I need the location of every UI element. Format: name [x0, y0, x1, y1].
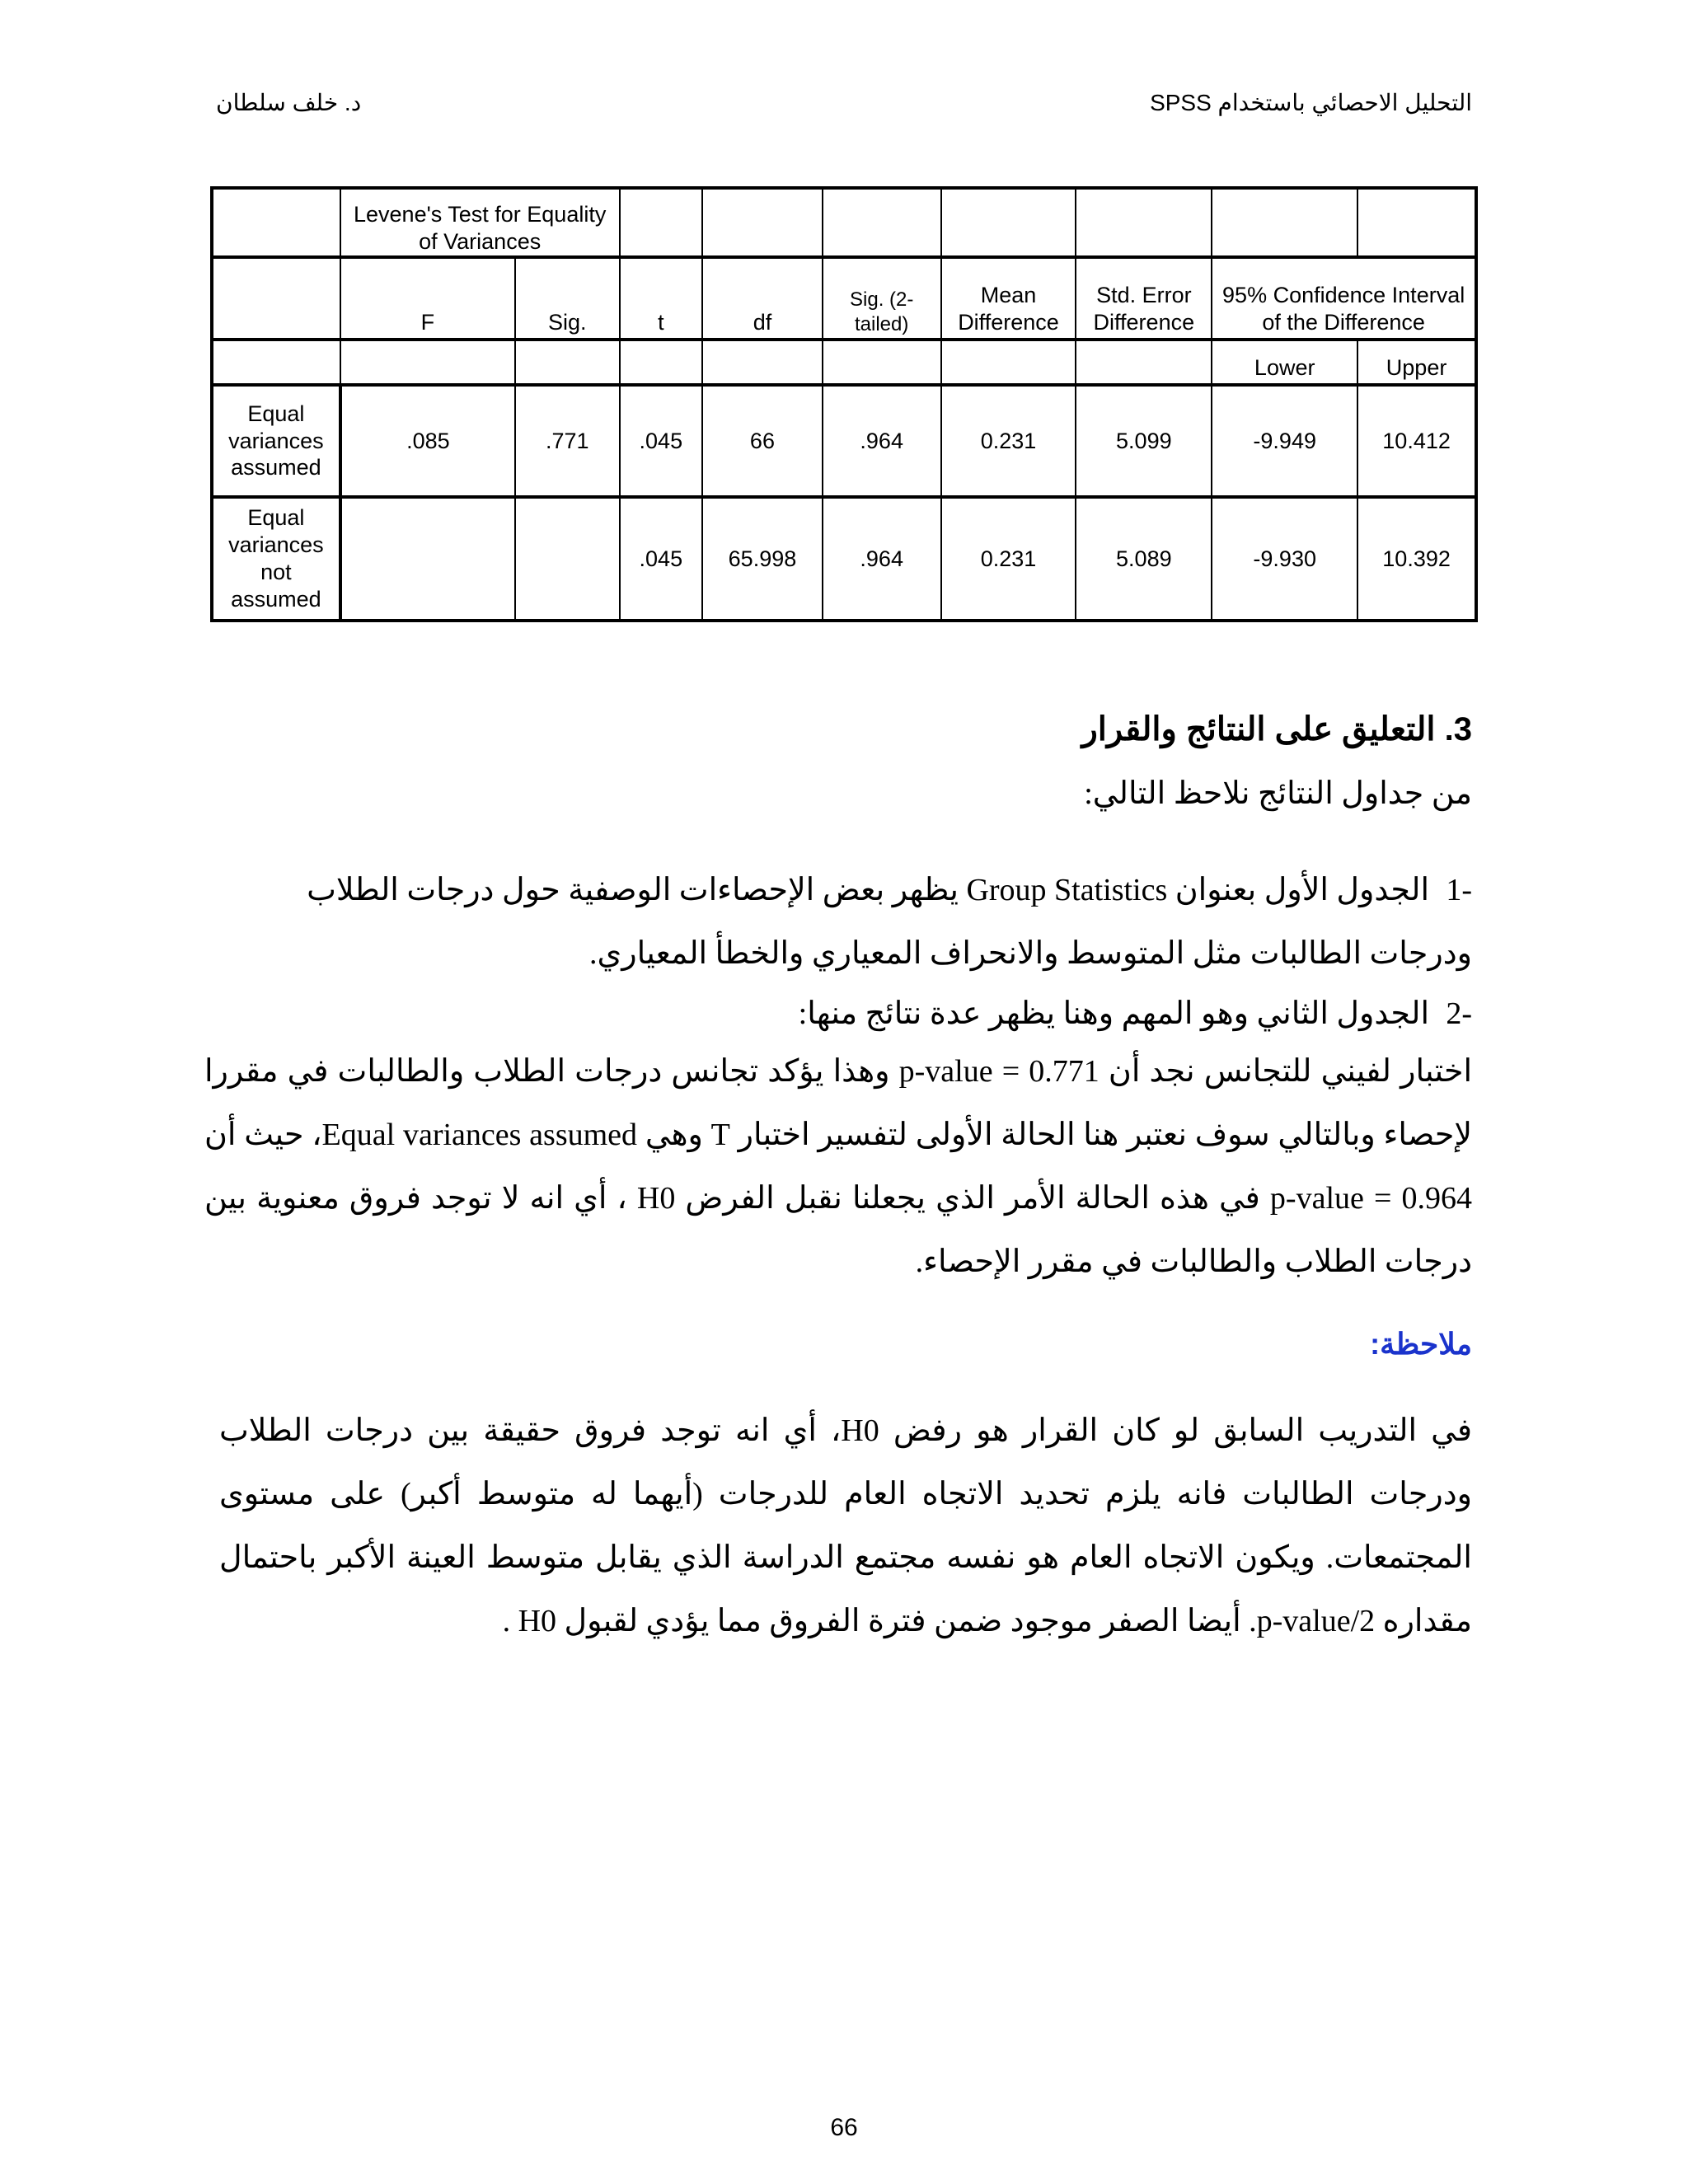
levene-header: Levene's Test for Equality of Variances — [340, 188, 620, 257]
col-header-sig-2-tailed: Sig. (2-tailed) — [823, 257, 941, 340]
col-header-std-error-difference: Std. Error Difference — [1076, 257, 1212, 340]
cell-sig-2-tailed: .964 — [823, 497, 941, 621]
col-header-sig: Sig. — [515, 257, 620, 340]
corner-cell — [212, 188, 340, 257]
table-row — [212, 385, 1476, 497]
header-book-title: التحليل الاحصائي باستخدام SPSS — [1150, 90, 1472, 115]
empty-cell — [340, 340, 515, 385]
empty-cell — [1076, 340, 1212, 385]
header-author: د. خلف سلطان — [216, 90, 362, 115]
empty-header-cell — [620, 188, 703, 257]
empty-header-cell — [702, 188, 823, 257]
col-header-df: df — [702, 257, 823, 340]
list-text: الجدول الثاني وهو المهم وهنا يظهر عدة نتائج منها: — [798, 996, 1429, 1031]
empty-cell — [702, 340, 823, 385]
cell-lower: -9.949 — [1212, 385, 1357, 497]
note-title: ملاحظة: — [1370, 1327, 1472, 1361]
note-paragraph: في التدريب السابق لو كان القرار هو رفض H0، أي انه توجد فروق حقيقة بين درجات الطلاب ودرجات الطالبات فانه يلزم تحديد الاتجاه العام للدرجات (أيهما له متوسط أكبر) على مستوى المجتمعات. ويكون الاتجاه العام هو نفسه مجتمع الدراسة الذي يقابل متوسط العينة الأكبر باحتمال مقداره p-value/2. أيضا الصفر موجود ضمن فترة الفروق مما يؤدي لقبول H0 . — [219, 1413, 1473, 1638]
section-lead: من جداول النتائج نلاحظ التالي: — [1084, 776, 1472, 811]
col-header-mean-difference: Mean Difference — [941, 257, 1076, 340]
results-paragraph: اختبار لفيني للتجانس نجد أن p-value = 0.771 وهذا يؤكد تجانس درجات الطلاب والطالبات في مقررا لإحصاء وبالتالي سوف نعتبر هنا الحالة الأولى لتفسير اختبار T وهي Equal variances assumed، حيث أن p-value = 0.964 في هذه الحالة الأمر الذي يجعلنا نقبل الفرض H0 ، أي انه لا توجد فروق معنوية بين درجات الطلاب والطالبات في مقرر الإحصاء. — [204, 1054, 1473, 1279]
list-item — [211, 982, 1472, 1046]
empty-cell — [515, 340, 620, 385]
corner-cell — [212, 340, 340, 385]
table-row — [212, 497, 1476, 621]
empty-cell — [941, 340, 1076, 385]
cell-f — [340, 497, 515, 621]
cell-f: .085 — [340, 385, 515, 497]
cell-upper: 10.392 — [1357, 497, 1476, 621]
cell-mean-difference: 0.231 — [941, 385, 1076, 497]
page-number: 66 — [830, 2114, 858, 2141]
list-number: -2 — [1446, 996, 1472, 1031]
empty-header-cell — [1357, 188, 1476, 257]
row-label: Equal variances not assumed — [212, 497, 340, 621]
col-header-confidence-interval: 95% Confidence Interval of the Difference — [1212, 257, 1476, 340]
cell-mean-difference: 0.231 — [941, 497, 1076, 621]
cell-t: .045 — [620, 497, 703, 621]
col-header-t: t — [620, 257, 703, 340]
independent-samples-test-table — [210, 186, 1478, 622]
section-title: 3. التعليق على النتائج والقرار — [1081, 711, 1472, 748]
empty-cell — [620, 340, 703, 385]
cell-sig: .771 — [515, 385, 620, 497]
cell-t: .045 — [620, 385, 703, 497]
cell-upper: 10.412 — [1357, 385, 1476, 497]
list-item — [211, 859, 1472, 986]
empty-header-cell — [1076, 188, 1212, 257]
corner-cell — [212, 257, 340, 340]
list-number: -1 — [1446, 873, 1472, 907]
cell-sig-2-tailed: .964 — [823, 385, 941, 497]
col-header-lower: Lower — [1212, 340, 1357, 385]
cell-df: 66 — [702, 385, 823, 497]
cell-df: 65.998 — [702, 497, 823, 621]
list-text: الجدول الأول بعنوان Group Statistics يظهر بعض الإحصاءات الوصفية حول درجات الطلاب ودرجات الطالبات مثل المتوسط والانحراف المعياري والخطأ المعياري. — [307, 873, 1472, 971]
empty-header-cell — [1212, 188, 1357, 257]
col-header-upper: Upper — [1357, 340, 1476, 385]
cell-std-error-difference: 5.089 — [1076, 497, 1212, 621]
empty-cell — [823, 340, 941, 385]
col-header-f: F — [340, 257, 515, 340]
cell-sig — [515, 497, 620, 621]
empty-header-cell — [823, 188, 941, 257]
row-label: Equal variances assumed — [212, 385, 340, 497]
cell-std-error-difference: 5.099 — [1076, 385, 1212, 497]
cell-lower: -9.930 — [1212, 497, 1357, 621]
empty-header-cell — [941, 188, 1076, 257]
